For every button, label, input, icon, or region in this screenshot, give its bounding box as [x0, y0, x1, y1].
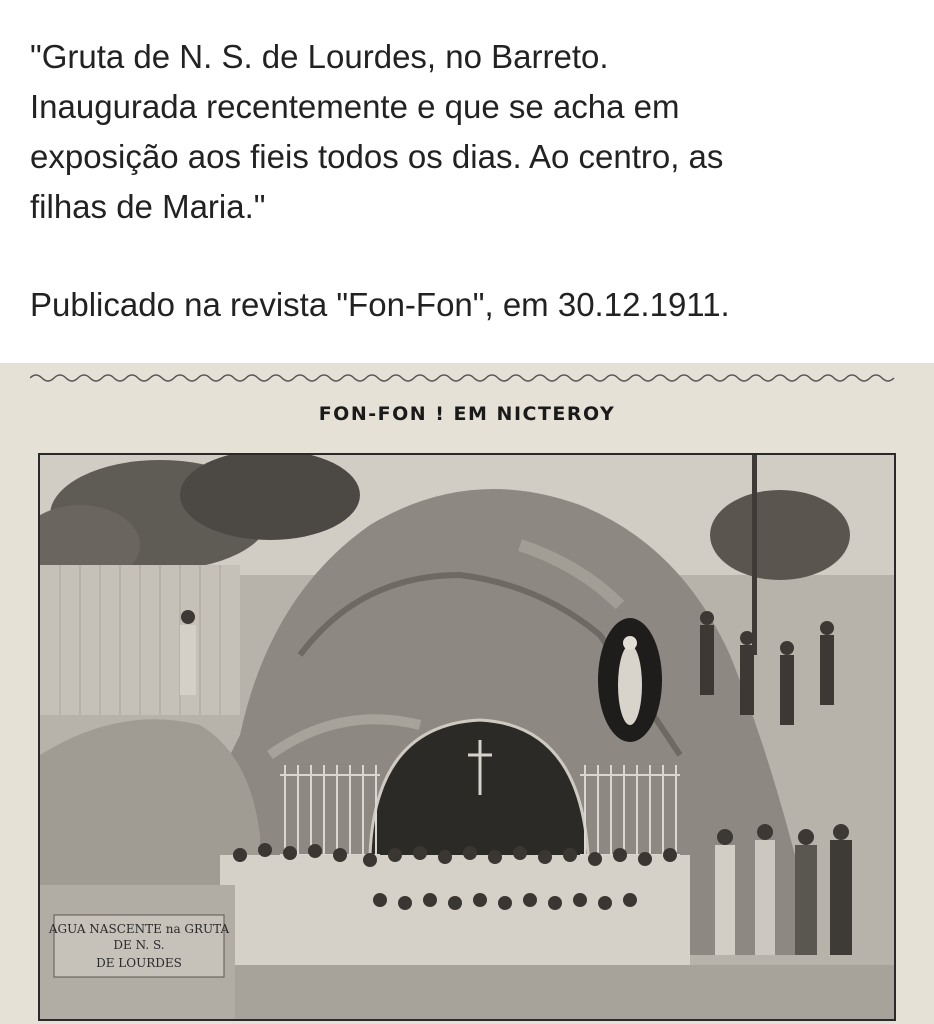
caption-line-4: filhas de Maria." [30, 188, 266, 225]
post-caption [30, 32, 910, 330]
caption-line-3: exposição aos fieis todos os dias. Ao centro, as [30, 138, 724, 175]
ground [235, 965, 894, 1019]
publication-line: Publicado na revista "Fon-Fon", em 30.12.1911. [30, 286, 730, 323]
magazine-scan-image[interactable] [0, 363, 934, 1024]
caption-line-2: Inaugurada recentemente e que se acha em [30, 88, 680, 125]
fountain-inscription-1: AGUA NASCENTE na GRUTA [48, 922, 230, 936]
wavy-divider [30, 371, 904, 385]
crowd-in-white [220, 843, 690, 965]
caption-line-1: "Gruta de N. S. de Lourdes, no Barreto. [30, 38, 609, 75]
fountain-inscription-2: DE N. S. [113, 938, 165, 952]
grotto-photograph [38, 453, 896, 1021]
virgin-statue-niche [598, 618, 662, 742]
fountain-block [40, 885, 235, 1019]
magazine-heading: FON-FON ! EM NICTEROY [318, 403, 616, 425]
caption-spacer [30, 232, 910, 280]
fountain-inscription-3: DE LOURDES [96, 956, 182, 970]
